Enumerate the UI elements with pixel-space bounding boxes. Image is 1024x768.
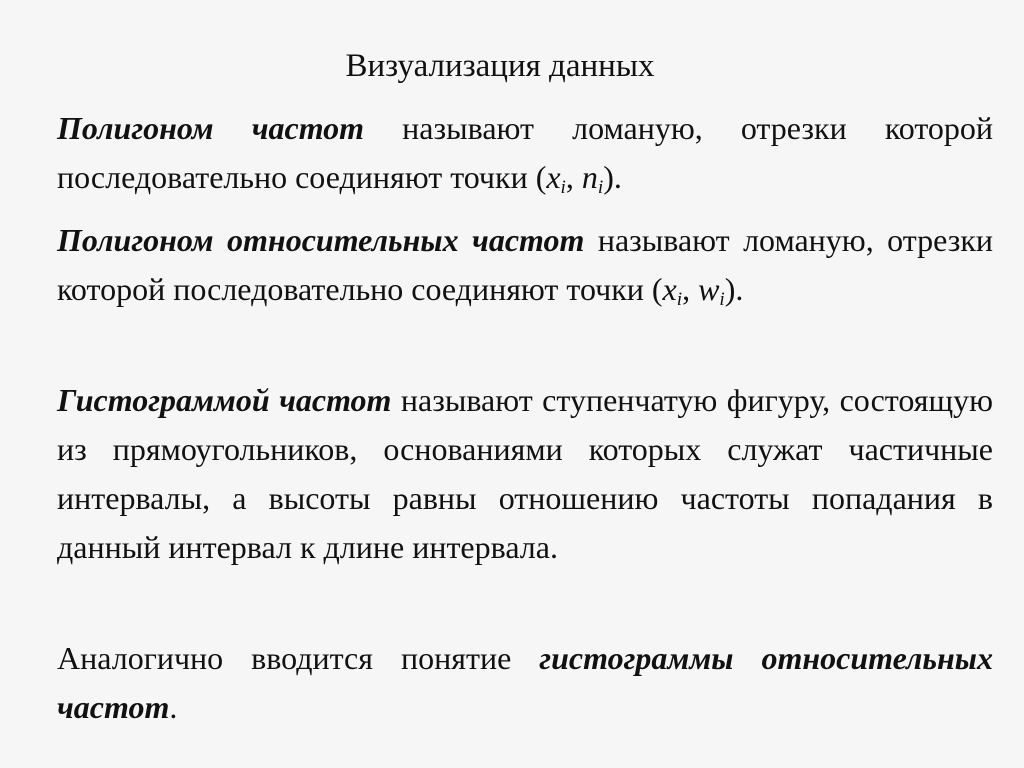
definition-frequency-histogram (57, 376, 993, 572)
term-relative-frequency-polygon: Полигоном относительных частот (57, 222, 585, 258)
definition-relative-frequency-histogram (57, 634, 993, 732)
definition-text: Аналогично вводится понятие (57, 640, 540, 676)
point-notation: ($x_i$, $n_i$). (535, 159, 622, 198)
sentence-end: . (169, 689, 178, 725)
slide-title: Визуализация данных (345, 48, 655, 84)
definition-relative-frequency-polygon (57, 216, 993, 314)
definition-frequency-polygon (57, 104, 993, 202)
term-frequency-histogram: Гистограммой частот (57, 382, 392, 418)
definition-text: называют ломаную, отрезки которой последовательно соединяют точки (57, 222, 993, 307)
definition-text: называют ломаную, отрезки которой последовательно соединяют точки (57, 110, 993, 195)
definition-text: называют ступенчатую фигуру, состоящую из прямоугольников, основаниями которых служат частичные интервалы, а высоты равны отношению частоты попадания в данный интервал к длине интервала. (57, 382, 994, 565)
point-notation: ($x_i$, $w_i$). (651, 271, 744, 310)
term-frequency-polygon: Полигоном частот (57, 110, 365, 146)
term-relative-frequency-histogram: гистограммы относительных частот (57, 640, 994, 725)
